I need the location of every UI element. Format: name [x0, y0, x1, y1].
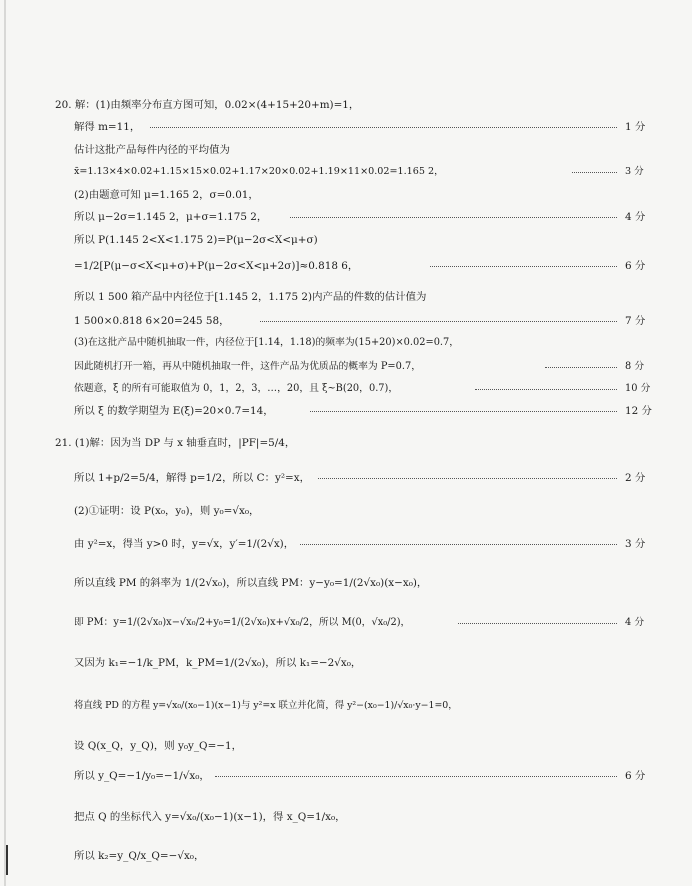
leader-dots: [150, 127, 617, 128]
solution-line: [0, 432, 692, 454]
line-text: 估计这批产品每件内径的平均值为: [74, 144, 230, 156]
leader-dots: [458, 623, 617, 624]
leader-dots: [572, 172, 617, 173]
line-text: 所以 k₂=y_Q/x_Q=−√x₀，: [74, 850, 205, 862]
score-label: 2 分: [625, 472, 646, 484]
solution-line: [0, 572, 692, 594]
score-label: 4 分: [625, 211, 646, 223]
solution-line: [0, 229, 692, 251]
solution-line: [0, 116, 692, 138]
line-text: 20. 解：(1)由频率分布直方图可知，0.02×(4+15+20+m)=1，: [55, 99, 360, 111]
solution-line: [0, 652, 692, 674]
line-text: 设 Q(x_Q，y_Q)，则 y₀y_Q=−1，: [74, 740, 242, 752]
solution-line: [0, 467, 692, 489]
leader-dots: [260, 321, 617, 322]
score-label: 3 分: [625, 538, 646, 550]
leader-dots: [545, 367, 617, 368]
solution-line: [0, 184, 692, 206]
score-label: 12 分: [625, 405, 652, 417]
solution-line: [0, 332, 692, 354]
leader-dots: [318, 478, 617, 479]
solution-line: [0, 400, 692, 422]
score-label: 6 分: [625, 770, 646, 782]
solution-line: [0, 139, 692, 161]
line-text: 所以 y_Q=−1/y₀=−1/√x₀，: [74, 770, 210, 782]
leader-dots: [310, 411, 617, 412]
solution-line: [0, 206, 692, 228]
solution-line: [0, 735, 692, 757]
solution-line: [0, 695, 692, 717]
line-text: (2)①证明：设 P(x₀，y₀)，则 y₀=√x₀，: [74, 505, 260, 517]
solution-line: [0, 612, 692, 634]
score-label: 3 分: [625, 166, 644, 177]
line-text: 因此随机打开一箱，再从中随机抽取一件，这件产品为优质品的概率为 P=0.7，: [74, 361, 421, 372]
line-text: 即 PM：y=1/(2√x₀)x−√x₀/2+y₀=1/(2√x₀)x+√x₀/2，所以 M(0，√x₀/2)，: [74, 617, 411, 628]
solution-line: [0, 378, 692, 400]
line-text: 由 y²=x，得当 y>0 时，y=√x，y′=1/(2√x)，: [74, 538, 295, 550]
solution-line: [0, 806, 692, 828]
line-text: 所以 ξ 的数学期望为 E(ξ)=20×0.7=14，: [74, 405, 274, 417]
solution-line: [0, 161, 692, 183]
line-text: 1 500×0.818 6×20=245 58，: [74, 315, 230, 327]
line-text: 21. (1)解：因为当 DP 与 x 轴垂直时，|PF|=5/4，: [55, 437, 296, 449]
line-text: 所以 1 500 箱产品中内径位于[1.145 2，1.175 2)内产品的件数的估计值为: [74, 291, 427, 303]
line-text: (3)在这批产品中随机抽取一件，内径位于[1.14，1.18)的频率为(15+20)×0.02=0.7，: [74, 337, 460, 348]
line-text: x̄=1.13×4×0.02+1.15×15×0.02+1.17×20×0.02+1.19×11×0.02=1.165 2，: [74, 166, 444, 177]
solution-line: [0, 94, 692, 116]
leader-dots: [475, 389, 617, 390]
leader-dots: [430, 266, 617, 267]
score-label: 7 分: [625, 315, 646, 327]
line-text: 解得 m=11，: [74, 121, 141, 133]
line-text: 依题意，ξ 的所有可能取值为 0，1，2，3，…，20，且 ξ~B(20，0.7)，: [74, 383, 399, 394]
leader-dots: [215, 776, 617, 777]
line-text: 所以 P(1.145 2<X<1.175 2)=P(μ−2σ<X<μ+σ): [74, 234, 318, 246]
line-text: 又因为 k₁=−1/k_PM，k_PM=1/(2√x₀)，所以 k₁=−2√x₀，: [74, 657, 362, 669]
solution-line: [0, 533, 692, 555]
solution-line: [0, 286, 692, 308]
line-text: 把点 Q 的坐标代入 y=√x₀/(x₀−1)(x−1)，得 x_Q=1/x₀，: [74, 811, 346, 823]
line-text: 所以 1+p/2=5/4，解得 p=1/2，所以 C：y²=x，: [74, 472, 310, 484]
leader-dots: [300, 544, 617, 545]
line-text: 所以 μ−2σ=1.145 2，μ+σ=1.175 2，: [74, 211, 268, 223]
line-text: 所以直线 PM 的斜率为 1/(2√x₀)，所以直线 PM：y−y₀=1/(2√x₀)(x−x₀)，: [74, 577, 428, 589]
solution-line: [0, 500, 692, 522]
solution-line: [0, 310, 692, 332]
leader-dots: [290, 217, 617, 218]
line-text: (2)由题意可知 μ=1.165 2，σ=0.01，: [74, 189, 259, 201]
line-text: =1/2[P(μ−σ<X<μ+σ)+P(μ−2σ<X<μ+2σ)]≈0.818 6，: [74, 260, 359, 272]
score-label: 10 分: [625, 383, 651, 394]
score-label: 4 分: [625, 617, 645, 628]
line-text: 将直线 PD 的方程 y=√x₀/(x₀−1)(x−1)与 y²=x 联立并化简，得 y²−(x₀−1)/√x₀·y−1=0，: [74, 700, 458, 711]
solution-line: [0, 255, 692, 277]
score-label: 6 分: [625, 260, 646, 272]
solution-line: [0, 845, 692, 867]
score-label: 1 分: [625, 121, 646, 133]
score-label: 8 分: [625, 361, 645, 372]
solution-line: [0, 356, 692, 378]
solution-line: [0, 765, 692, 787]
